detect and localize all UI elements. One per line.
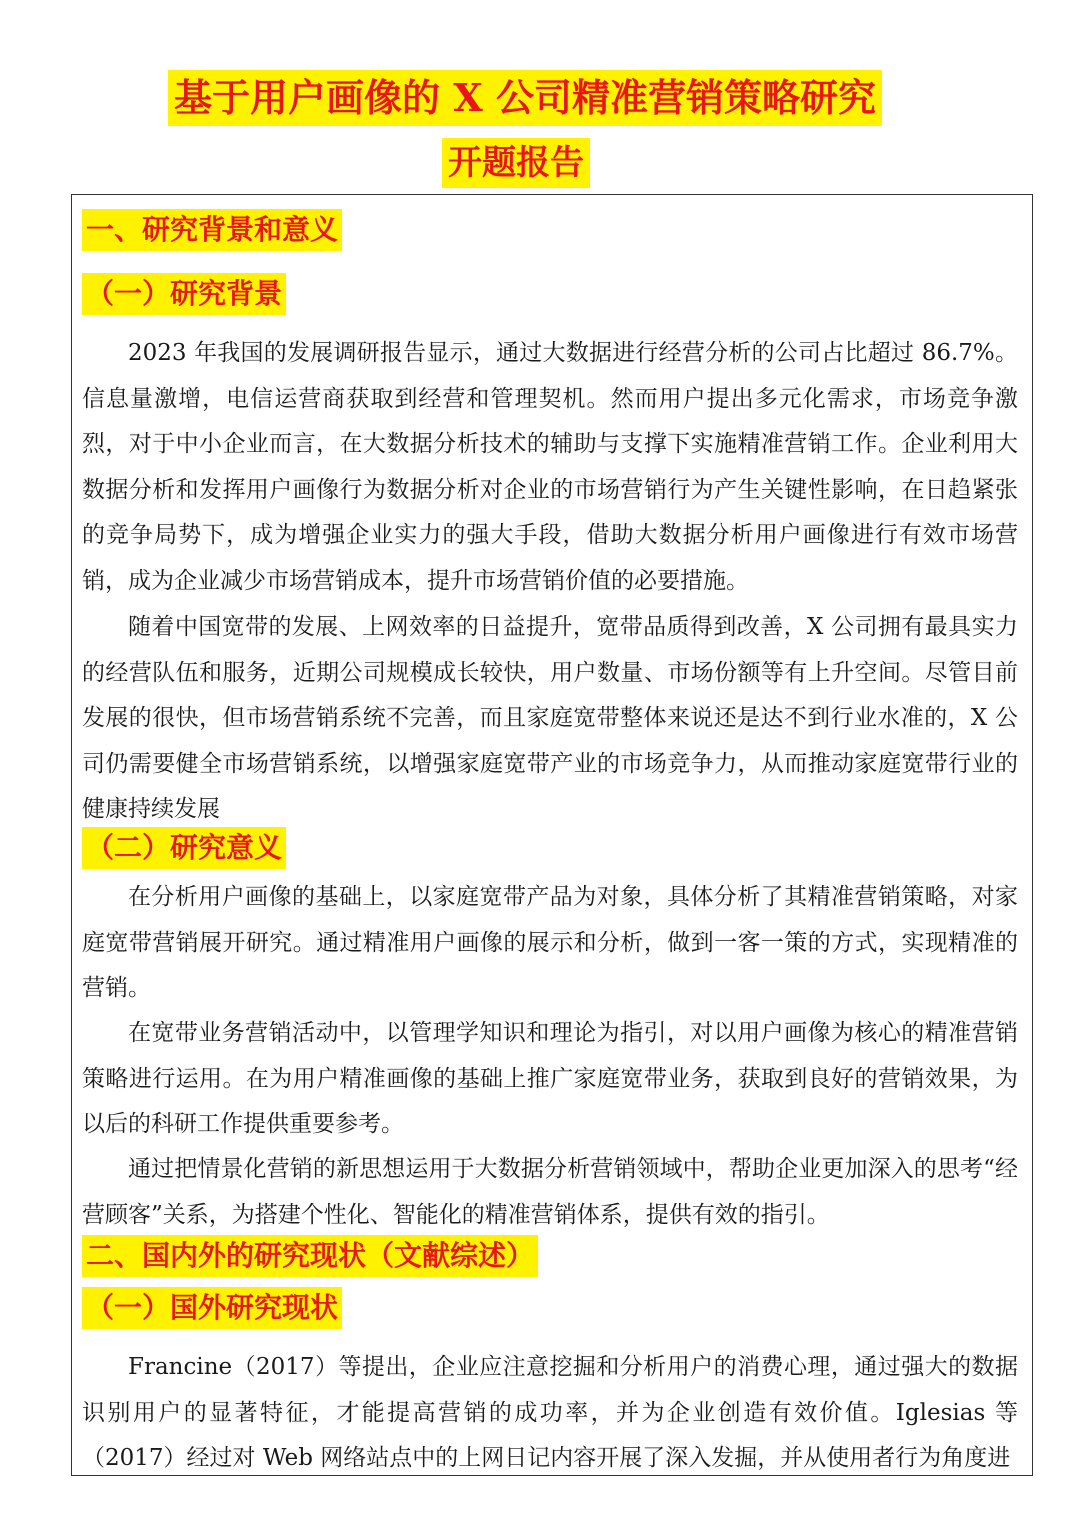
subsection-heading-research-significance: （二）研究意义: [82, 827, 286, 869]
paragraph-background-2: 随着中国宽带的发展、上网效率的日益提升，宽带品质得到改善，X 公司拥有最具实力的经营队伍和服务，近期公司规模成长较快，用户数量、市场份额等有上升空间。尽管目前发展的很快，但市场营销系统不完善，而且家庭宽带整体来说还是达不到行业水准的，X 公司仍需要健全市场营销系统，以增强家庭宽带产业的市场竞争力，从而推动家庭宽带行业的健康持续发展: [82, 614, 1018, 823]
paragraph-significance-2: 在宽带业务营销活动中，以管理学知识和理论为指引，对以用户画像为核心的精准营销策略进行运用。在为用户精准画像的基础上推广家庭宽带业务，获取到良好的营销效果，为以后的科研工作提供重要参考。: [82, 1020, 1018, 1138]
subsection-heading-research-background: （一）研究背景: [82, 273, 286, 315]
section-heading-background: 一、研究背景和意义: [82, 209, 342, 251]
paragraph-foreign-research-1: Francine（2017）等提出，企业应注意挖掘和分析用户的消费心理，通过强大的数据识别用户的显著特征，才能提高营销的成功率，并为企业创造有效价值。Iglesias 等（2017）经过对 Web 网络站点中的上网日记内容开展了深入发掘，并从使用者行为角度进: [82, 1354, 1018, 1472]
paragraph-significance-1: 在分析用户画像的基础上，以家庭宽带产品为对象，具体分析了其精准营销策略，对家庭宽带营销展开研究。通过精准用户画像的展示和分析，做到一客一策的方式，实现精准的营销。: [82, 884, 1018, 1002]
paragraph-background-1: 2023 年我国的发展调研报告显示，通过大数据进行经营分析的公司占比超过 86.7%。信息量激增，电信运营商获取到经营和管理契机。然而用户提出多元化需求，市场竞争激烈，对于中小企业而言，在大数据分析技术的辅助与支撑下实施精准营销工作。企业利用大数据分析和发挥用户画像行为数据分析对企业的市场营销行为产生关键性影响，在日趋紧张的竞争局势下，成为增强企业实力的强大手段，借助大数据分析用户画像进行有效市场营销，成为企业减少市场营销成本，提升市场营销价值的必要措施。: [82, 340, 1018, 594]
subsection-heading-foreign-research: （一）国外研究现状: [82, 1287, 342, 1329]
document-title: 基于用户画像的 X 公司精准营销策略研究: [168, 70, 882, 126]
paragraph-significance-3: 通过把情景化营销的新思想运用于大数据分析营销领域中，帮助企业更加深入的思考“经营顾客”关系，为搭建个性化、智能化的精准营销体系，提供有效的指引。: [82, 1156, 1018, 1228]
section-heading-literature-review: 二、国内外的研究现状（文献综述）: [82, 1235, 538, 1277]
content-frame: [71, 194, 1033, 1476]
document-subtitle: 开题报告: [442, 138, 590, 188]
